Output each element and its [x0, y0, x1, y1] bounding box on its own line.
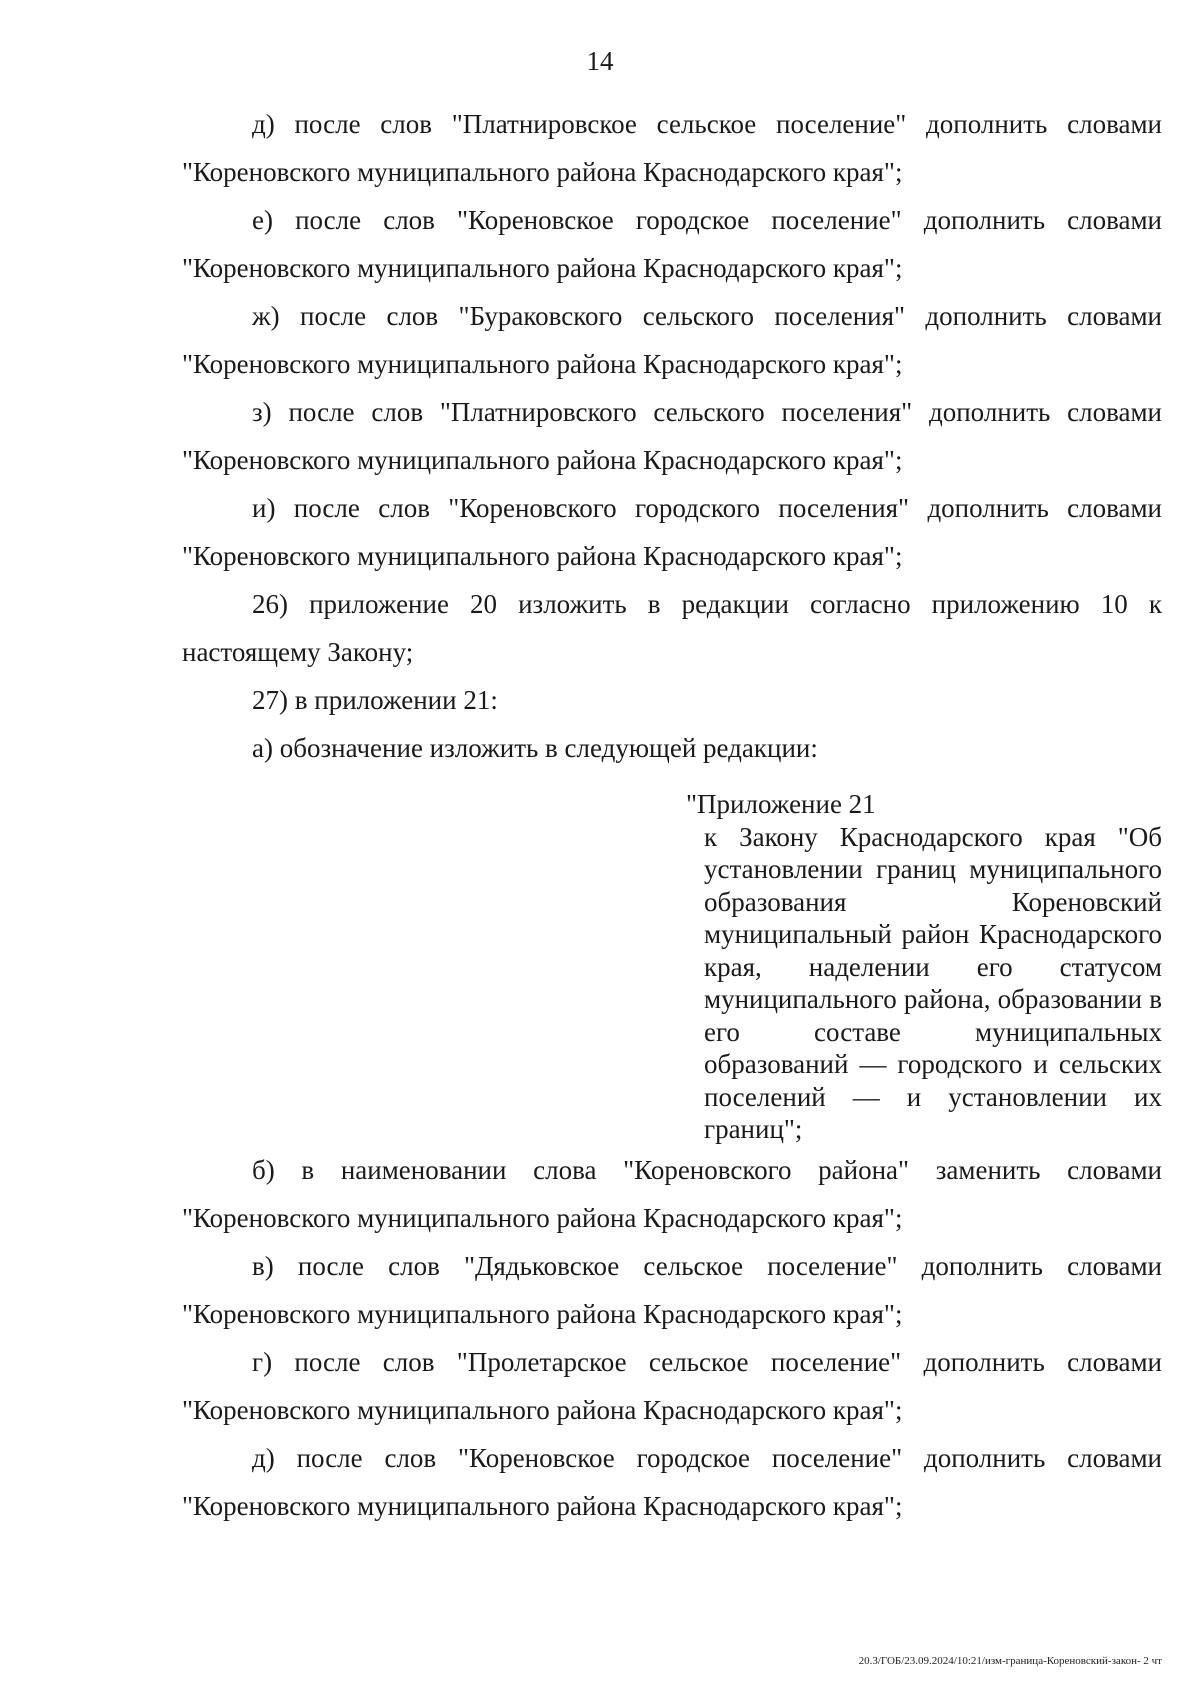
footer-document-reference: 20.3/ГОБ/23.09.2024/10:21/изм-граница-Кореновский-закон- 2 чт	[858, 1655, 1162, 1667]
paragraph-27: 27) в приложении 21:	[252, 685, 498, 715]
paragraph-b-naimenovanie: б) в наименовании слова "Кореновского района" заменить словами "Кореновского муниципального района Краснодарского края";	[182, 1155, 1162, 1233]
page-number: 14	[586, 46, 614, 76]
paragraph-v-dyadkovskoe: в) после слов "Дядьковское сельское поселение" дополнить словами "Кореновского муниципального района Краснодарского края";	[182, 1251, 1162, 1329]
document-body-top	[182, 100, 1162, 772]
paragraph-i-korenovskogo: и) после слов "Кореновского городского поселения" дополнить словами "Кореновского муниципального района Краснодарского края";	[182, 493, 1162, 571]
paragraph-26: 26) приложение 20 изложить в редакции согласно приложению 10 к настоящему Закону;	[182, 589, 1162, 667]
paragraph-z-platnirovskogo: з) после слов "Платнировского сельского поселения" дополнить словами "Кореновского муниципального района Краснодарского края";	[182, 397, 1162, 475]
annex-title: "Приложение 21	[686, 789, 876, 819]
paragraph-d-platnirovskoe: д) после слов "Платнировское сельское поселение" дополнить словами "Кореновского муниципального района Краснодарского края";	[182, 109, 1162, 187]
paragraph-g-proletarskoe: г) после слов "Пролетарское сельское поселение" дополнить словами "Кореновского муниципального района Краснодарского края";	[182, 1347, 1162, 1425]
paragraph-d-korenovskoe: д) после слов "Кореновское городское поселение" дополнить словами "Кореновского муниципального района Краснодарского края";	[182, 1443, 1162, 1521]
paragraph-e-korenovskoe: е) после слов "Кореновское городское поселение" дополнить словами "Кореновского муниципального района Краснодарского края";	[182, 205, 1162, 283]
annex-body: к Закону Краснодарского края "Об установлении границ муниципального образования Кореновский муниципальный район Краснодарского края, наделении его статусом муниципального района, образовании в его составе муниципальных образований — городского и сельских поселений — и установлении их границ";	[704, 821, 1162, 1144]
paragraph-a-designation: а) обозначение изложить в следующей редакции:	[252, 733, 818, 763]
paragraph-zh-burakovskogo: ж) после слов "Бураковского сельского поселения" дополнить словами "Кореновского муниципального района Краснодарского края";	[182, 301, 1162, 379]
annex-21-block	[686, 788, 1162, 1146]
document-body-bottom	[182, 1146, 1162, 1530]
